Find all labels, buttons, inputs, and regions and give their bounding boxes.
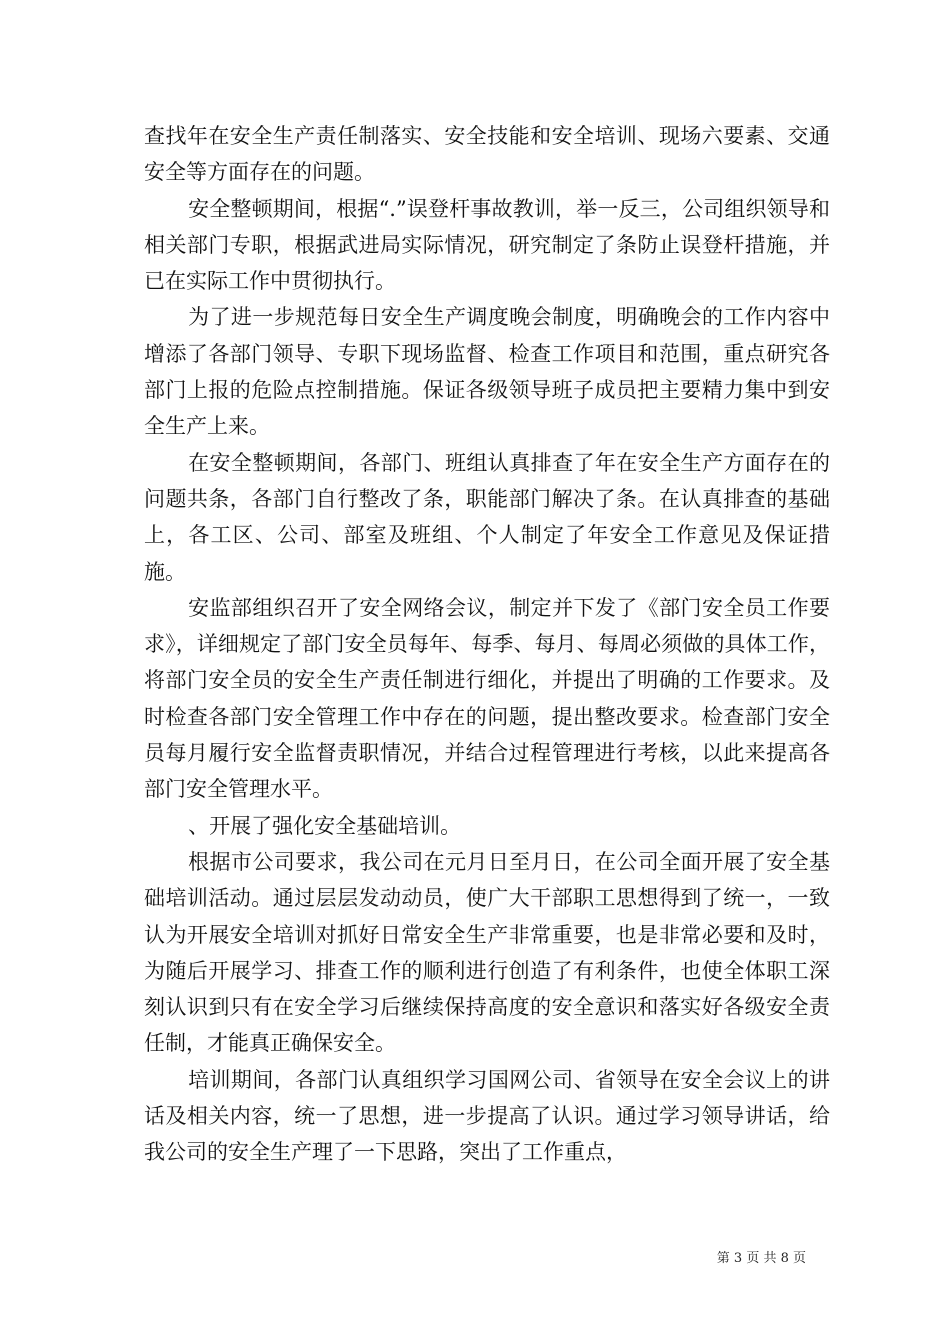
section-heading: 、开展了强化安全基础培训。	[188, 813, 462, 838]
paragraph: 安监部组织召开了安全网络会议，制定并下发了《部门安全员工作要求》，详细规定了部门安全员每年、每季、每月、每周必须做的具体工作，将部门安全员的安全生产责任制进行细化，并提出了明确的工作要求。及时检查各部门安全管理工作中存在的问题，提出整改要求。检查部门安全员每月履行安全监督责职情况，并结合过程管理进行考核，以此来提高各部门安全管理水平。	[144, 595, 830, 802]
paragraph: 根据市公司要求，我公司在元月日至月日，在公司全面开展了安全基础培训活动。通过层层发动动员，使广大干部职工思想得到了统一，一致认为开展安全培训对抓好日常安全生产非常重要，也是非常必要和及时，为随后开展学习、排查工作的顺利进行创造了有利条件，也使全体职工深刻认识到只有在安全学习后继续保持高度的安全意识和落实好各级安全责任制，才能真正确保安全。	[144, 849, 830, 1056]
document-body	[144, 118, 830, 1171]
paragraph: 培训期间，各部门认真组织学习国网公司、省领导在安全会议上的讲话及相关内容，统一了思想，进一步提高了认识。通过学习领导讲话，给我公司的安全生产理了一下思路，突出了工作重点，	[144, 1067, 830, 1165]
paragraph: 安全整顿期间，根据“.”误登杆事故教训，举一反三，公司组织领导和相关部门专职，根据武进局实际情况，研究制定了条防止误登杆措施，并已在实际工作中贯彻执行。	[144, 196, 830, 294]
page-number-footer: 第 3 页 共 8 页	[716, 1251, 806, 1266]
paragraph: 在安全整顿期间，各部门、班组认真排查了年在安全生产方面存在的问题共条，各部门自行整改了条，职能部门解决了条。在认真排查的基础上，各工区、公司、部室及班组、个人制定了年安全工作意见及保证措施。	[144, 450, 830, 584]
paragraph: 为了进一步规范每日安全生产调度晚会制度，明确晚会的工作内容中增添了各部门领导、专职下现场监督、检查工作项目和范围，重点研究各部门上报的危险点控制措施。保证各级领导班子成员把主要精力集中到安全生产上来。	[144, 305, 830, 439]
paragraph: 查找年在安全生产责任制落实、安全技能和安全培训、现场六要素、交通安全等方面存在的问题。	[144, 124, 830, 185]
